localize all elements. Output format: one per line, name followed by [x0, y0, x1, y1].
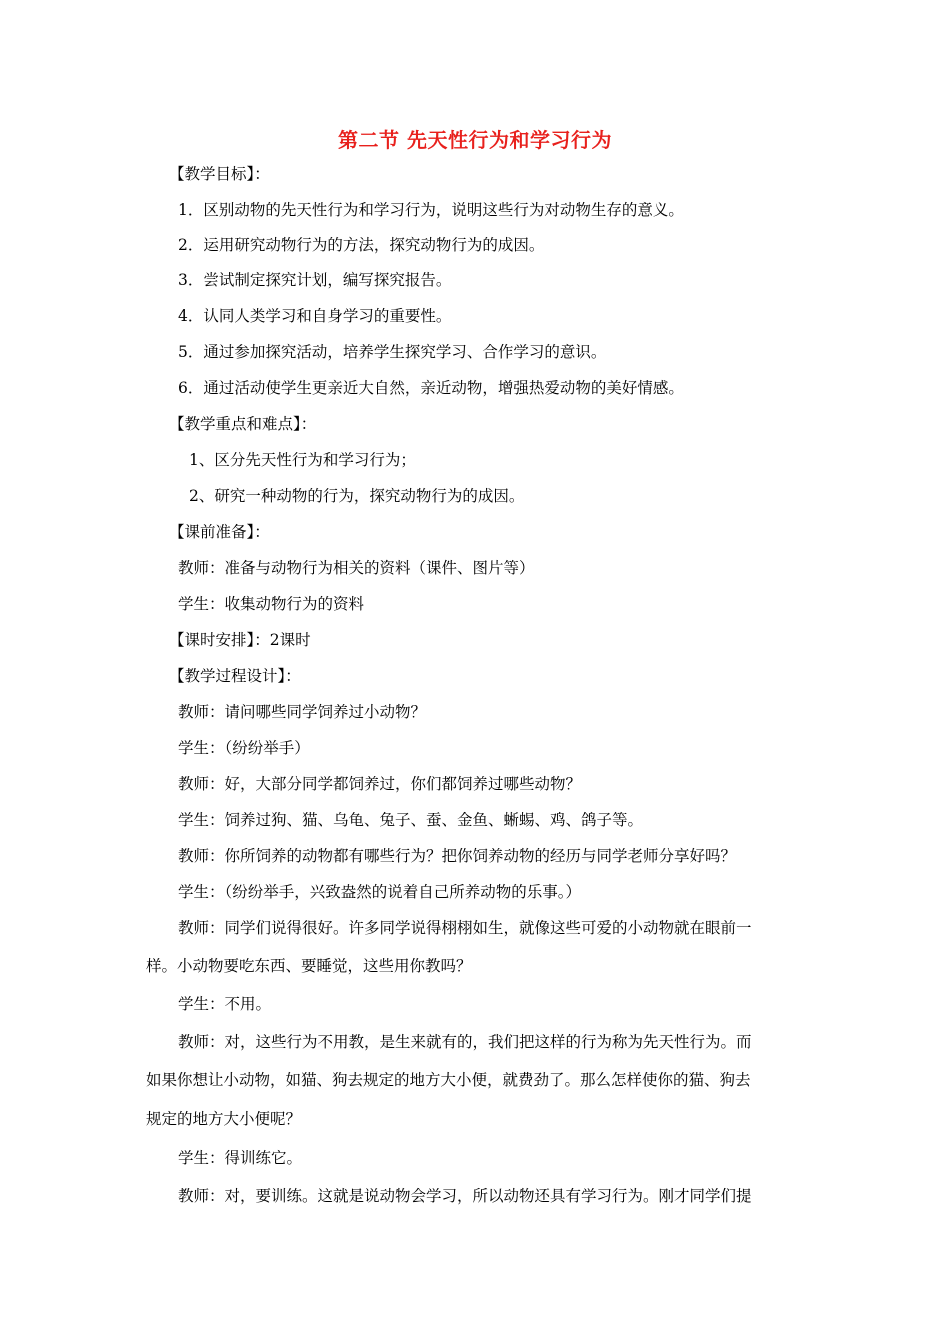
- dialogue-line: 学生：（纷纷举手，兴致盎然的说着自己所养动物的乐事。）: [178, 883, 582, 901]
- goal-item: 2．运用研究动物行为的方法，探究动物行为的成因。: [178, 236, 545, 254]
- schedule: 【课时安排】：2课时: [169, 631, 311, 649]
- goal-item: 4．认同人类学习和自身学习的重要性。: [178, 307, 452, 325]
- dialogue-line: 学生：得训练它。: [178, 1149, 303, 1167]
- dialogue-line: 学生：（纷纷举手）: [178, 739, 310, 757]
- key-heading: 【教学重点和难点】：: [169, 415, 317, 433]
- dialogue-line: 教师：好，大部分同学都饲养过，你们都饲养过哪些动物？: [178, 775, 582, 793]
- key-item: 2、研究一种动物的行为，探究动物行为的成因。: [189, 487, 525, 505]
- prep-item: 学生：收集动物行为的资料: [178, 595, 365, 613]
- goals-heading: 【教学目标】：: [169, 165, 270, 183]
- dialogue-line: 教师：同学们说得很好。许多同学说得栩栩如生，就像这些可爱的小动物就在眼前一: [178, 919, 752, 937]
- key-item: 1、区分先天性行为和学习行为；: [189, 451, 416, 469]
- document-title: 第二节 先天性行为和学习行为: [338, 128, 612, 152]
- dialogue-line: 教师：对，要训练。这就是说动物会学习，所以动物还具有学习行为。刚才同学们提: [178, 1187, 752, 1205]
- prep-item: 教师：准备与动物行为相关的资料（课件、图片等）: [178, 559, 535, 577]
- dialogue-line: 教师：请问哪些同学饲养过小动物？: [178, 703, 427, 721]
- dialogue-line: 样。小动物要吃东西、要睡觉，这些用你教吗？: [146, 957, 472, 975]
- goal-item: 3．尝试制定探究计划，编写探究报告。: [178, 271, 452, 289]
- process-heading: 【教学过程设计】：: [169, 667, 301, 685]
- goal-item: 5．通过参加探究活动，培养学生探究学习、合作学习的意识。: [178, 343, 607, 361]
- dialogue-line: 学生：不用。: [178, 995, 272, 1013]
- dialogue-line: 教师：你所饲养的动物都有哪些行为？把你饲养动物的经历与同学老师分享好吗？: [178, 847, 737, 865]
- dialogue-line: 规定的地方大小便呢？: [146, 1110, 302, 1128]
- goal-item: 1．区别动物的先天性行为和学习行为，说明这些行为对动物生存的意义。: [178, 201, 684, 219]
- dialogue-line: 教师：对，这些行为不用教，是生来就有的，我们把这样的行为称为先天性行为。而: [178, 1033, 752, 1051]
- dialogue-line: 学生：饲养过狗、猫、乌龟、兔子、蚕、金鱼、蜥蜴、鸡、鸽子等。: [178, 811, 644, 829]
- goal-item: 6．通过活动使学生更亲近大自然，亲近动物，增强热爱动物的美好情感。: [178, 379, 684, 397]
- prep-heading: 【课前准备】：: [169, 523, 270, 541]
- dialogue-line: 如果你想让小动物，如猫、狗去规定的地方大小便，就费劲了。那么怎样使你的猫、狗去: [146, 1071, 751, 1089]
